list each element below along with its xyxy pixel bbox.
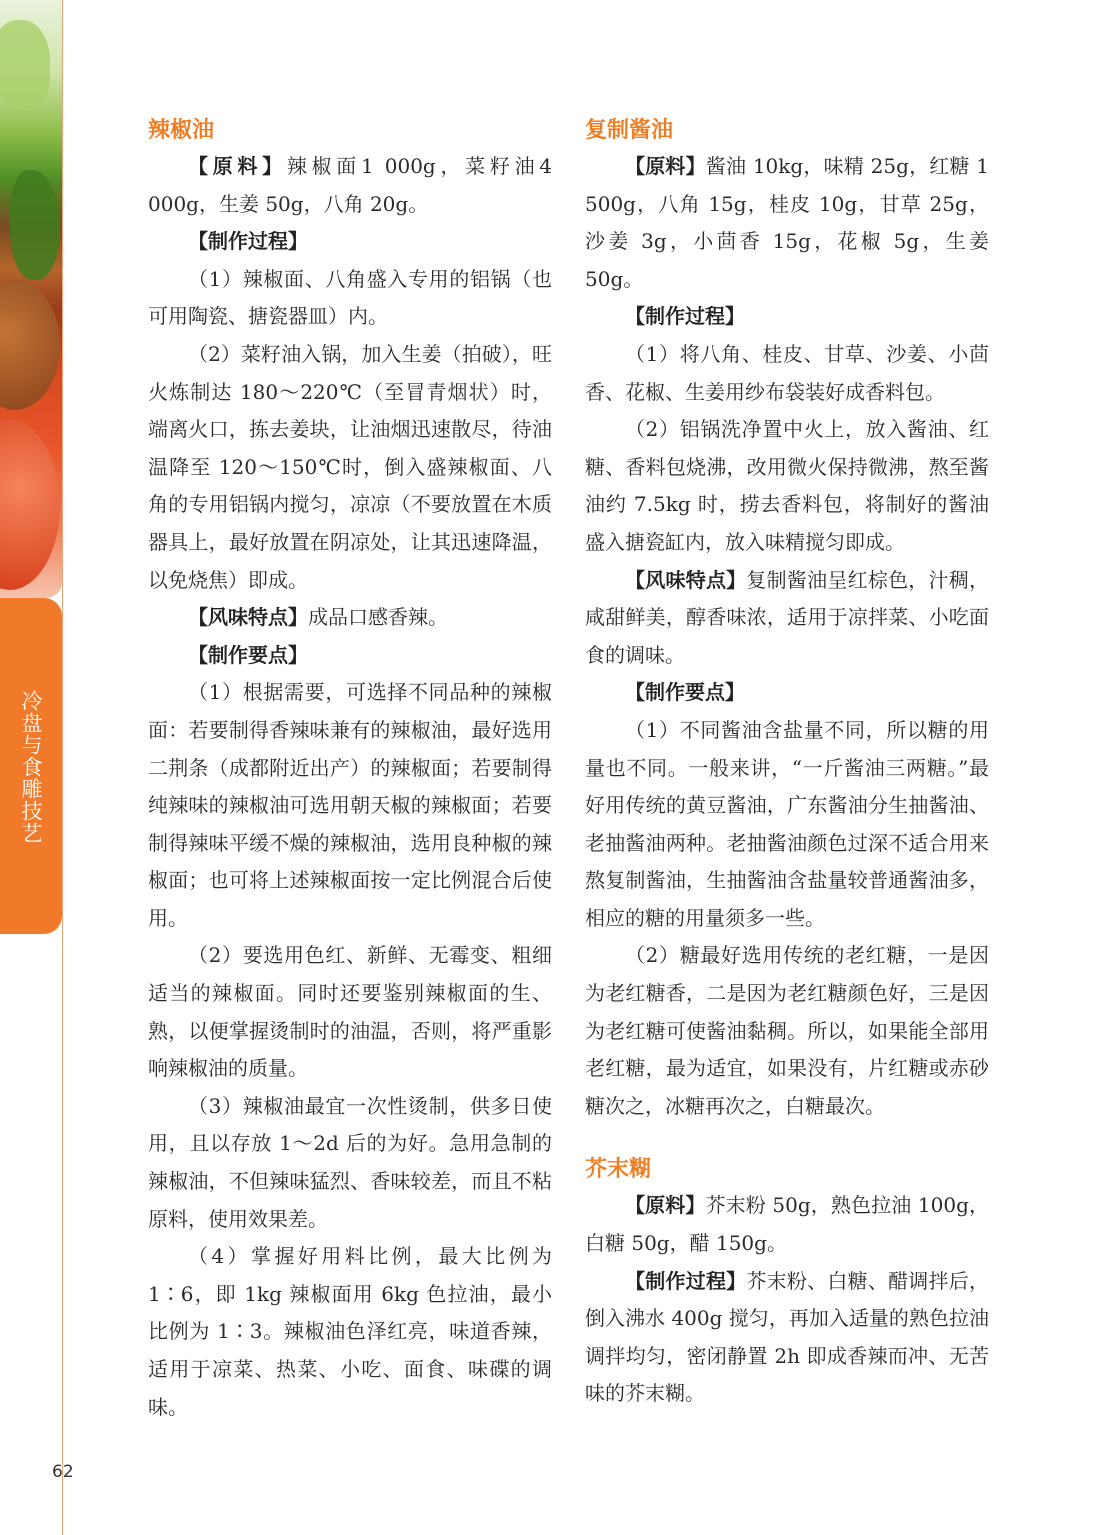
process-text: 芥末粉、白糖、醋调拌后，倒入沸水 400g 搅匀，再加入适量的熟色拉油调拌均匀，密闭静置 2h 即成香辣而冲、无苦味的芥末糊。 [585, 1268, 990, 1406]
points-label: 【制作要点】 [188, 642, 308, 667]
process-step: （2）菜籽油入锅，加入生姜（拍破），旺火炼制达 180～220℃（至冒青烟状）时，端离火口，拣去姜块，让油烟迅速散尽，待油温降至 120～150℃时，倒入盛辣椒面、八角的专用铝锅内搅匀，凉凉（不要放置在木质器具上，最好放置在阴凉处，让其迅速降温，以免烧焦）即成。 [148, 341, 552, 592]
section-spacer [585, 1125, 989, 1153]
section-title: 复制酱油 [585, 118, 674, 143]
process-paragraph [585, 1263, 989, 1413]
process-step: （2）铝锅洗净置中火上，放入酱油、红糖、香料包烧沸，改用微火保持微沸，熬至酱油约 7.5kg 时，捞去香料包，将制好的酱油盛入搪瓷缸内，放入味精搅匀即成。 [585, 417, 989, 554]
point-item: （3）辣椒油最宜一次性烫制，供多日使用，且以存放 1～2d 后的为好。急用急制的辣椒油，不但辣味猛烈、香味较差，而且不粘原料，使用效果差。 [148, 1093, 552, 1231]
process-label: 【制作过程】 [625, 1268, 747, 1293]
flavor-text: 复制酱油呈红棕色，汁稠，咸甜鲜美，醇香味浓，适用于凉拌菜、小吃面食的调味。 [585, 567, 990, 667]
margin-rule [62, 0, 63, 1535]
flavor-label: 【风味特点】 [625, 567, 747, 592]
section-title: 芥末糊 [585, 1157, 652, 1183]
ingredients-paragraph [585, 148, 989, 298]
process-heading [148, 223, 552, 261]
herb-leaf-shape [10, 170, 60, 280]
process-heading [585, 298, 989, 336]
lettuce-leaf-shape [0, 20, 50, 110]
flavor-paragraph [148, 599, 552, 637]
points-heading [585, 674, 989, 712]
flavor-paragraph [585, 562, 989, 675]
flavor-text: 成品口感香辣。 [308, 605, 448, 630]
left-column [148, 114, 552, 1426]
ingredients-text: 酱油 10kg，味精 25g，红糖 1 500g，八角 15g，桂皮 10g，甘草 25g，沙姜 3g，小茴香 15g，花椒 5g，生姜 50g。 [585, 154, 989, 291]
page-number: 62 [52, 1462, 74, 1482]
section-title: 辣椒油 [148, 118, 215, 143]
process-label: 【制作过程】 [625, 304, 745, 329]
point-item: （2）要选用色红、新鲜、无霉变、粗细适当的辣椒面。同时还要鉴别辣椒面的生、熟，以便掌握烫制时的油温，否则，将严重影响辣椒油的质量。 [148, 943, 552, 1081]
ingredients-label: 【原料】 [625, 154, 706, 178]
onion-shape [0, 280, 60, 410]
ingredients-paragraph [148, 148, 552, 223]
flavor-label: 【风味特点】 [188, 605, 308, 630]
ingredients-label: 【原料】 [625, 1193, 706, 1218]
ingredients-paragraph [585, 1187, 989, 1262]
side-vegetable-photo [0, 0, 62, 598]
process-step: （1）辣椒面、八角盛入专用的铝锅（也可用陶瓷、搪瓷器皿）内。 [148, 266, 552, 329]
right-column [585, 114, 989, 1413]
point-item: （4）掌握好用料比例，最大比例为 1∶6，即 1kg 辣椒面用 6kg 色拉油，最小比例为 1∶3。辣椒油色泽红亮，味道香辣，适用于凉菜、热菜、小吃、面食、味碟的调味。 [148, 1244, 552, 1419]
point-item: （1）根据需要，可选择不同品种的辣椒面：若要制得香辣味兼有的辣椒油，最好选用二荆条（成都附近出产）的辣椒面；若要制得纯辣味的辣椒油可选用朝天椒的辣椒面；若要制得辣味平缓不燥的辣椒油，选用良种椒的辣椒面；也可将上述辣椒面按一定比例混合后使用。 [148, 680, 552, 930]
point-item: （1）不同酱油含盐量不同，所以糖的用量也不同。一般来讲，“一斤酱油三两糖。”最好用传统的黄豆酱油，广东酱油分生抽酱油、老抽酱油两种。老抽酱油颜色过深不适合用来熬复制酱油，生抽酱油含盐量较普通酱油多，相应的糖的用量须多一些。 [585, 717, 989, 930]
tomato-shape [0, 420, 60, 590]
ingredients-label: 【原料】 [188, 154, 287, 178]
points-label: 【制作要点】 [625, 680, 745, 705]
point-item: （2）糖最好选用传统的老红糖，一是因为老红糖香，二是因为老红糖颜色好，三是因为老红糖可使酱油黏稠。所以，如果能全部用老红糖，最为适宜，如果没有，片红糖或赤砂糖次之，冰糖再次之，白糖最次。 [585, 943, 989, 1118]
points-heading [148, 637, 552, 675]
process-step: （1）将八角、桂皮、甘草、沙姜、小茴香、花椒、生姜用纱布袋装好成香料包。 [585, 341, 989, 404]
ingredients-text: 芥末粉 50g，熟色拉油 100g，白糖 50g，醋 150g。 [585, 1193, 989, 1256]
chapter-tab-label: 冷盘与食雕技艺 [19, 690, 43, 844]
ingredients-text: 辣椒面1 000g，菜籽油4 000g，生姜 50g，八角 20g。 [148, 154, 552, 216]
process-label: 【制作过程】 [188, 229, 308, 254]
